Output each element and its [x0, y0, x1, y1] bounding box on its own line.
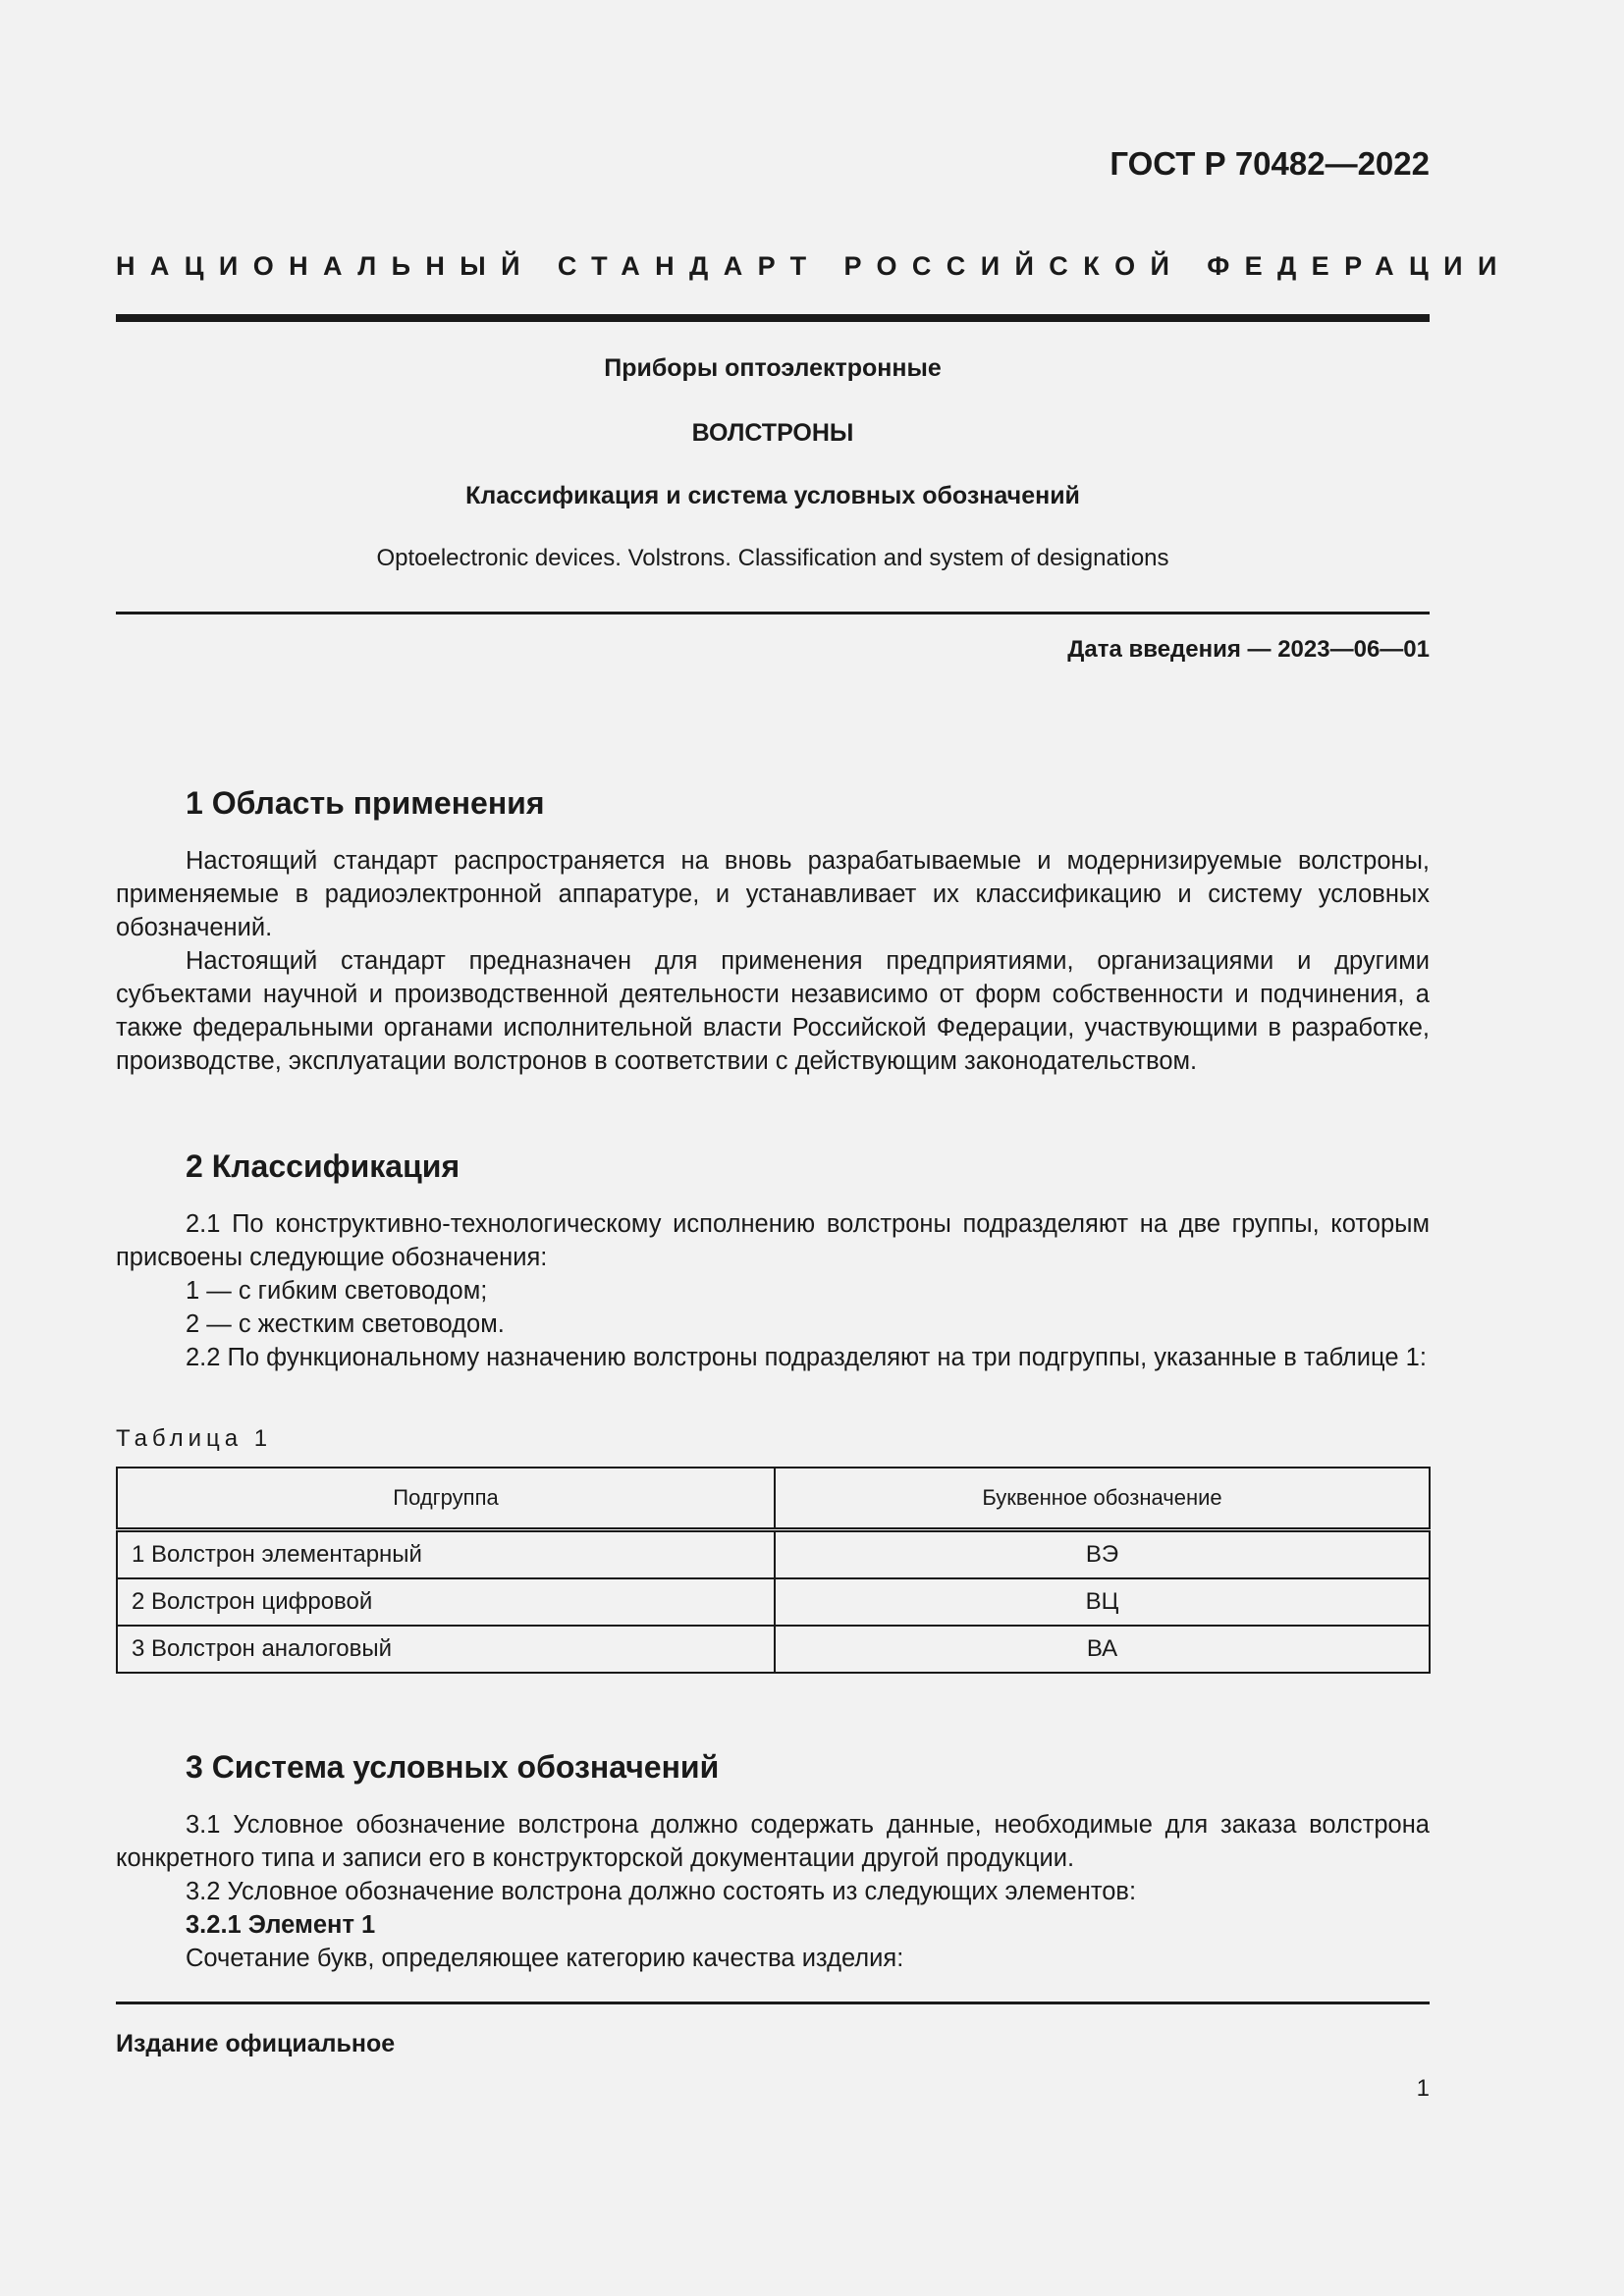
page-number: 1	[1416, 2075, 1430, 2102]
group-item-2: 2 — с жестким световодом.	[186, 1310, 505, 1338]
section-2-heading: 2 Классификация	[186, 1148, 460, 1184]
subgroup-cell: 2 Волстрон цифровой	[117, 1578, 775, 1626]
designation-cell: ВА	[775, 1626, 1430, 1673]
paragraph-2-2: 2.2 По функциональному назначению волстроны подразделяют на три подгруппы, указанные в таблице 1:	[186, 1344, 1427, 1371]
table-row	[117, 1530, 1430, 1579]
designation-cell: ВЦ	[775, 1578, 1430, 1626]
paragraph-3-2-1-heading: 3.2.1 Элемент 1	[186, 1911, 376, 1939]
paragraph-3-2-1-text: Сочетание букв, определяющее категорию качества изделия:	[186, 1945, 904, 1972]
subgroup-cell: 3 Волстрон аналоговый	[117, 1626, 775, 1673]
standard-number: ГОСТ Р 70482—2022	[1110, 145, 1430, 182]
thick-divider	[116, 314, 1430, 322]
column-header-designation: Буквенное обозначение	[775, 1468, 1430, 1530]
introduction-date: Дата введения — 2023—06—01	[1067, 636, 1430, 663]
table-row	[117, 1578, 1430, 1626]
section-3-heading: 3 Система условных обозначений	[186, 1749, 720, 1785]
paragraph-3-1: 3.1 Условное обозначение волстрона должно содержать данные, необходимые для заказа волстрона конкретного типа и записи его в конструкторской документации другой продукции.	[116, 1811, 1430, 1872]
subgroup-cell: 1 Волстрон элементарный	[117, 1530, 775, 1579]
title-line-1: Приборы оптоэлектронные	[604, 354, 942, 382]
section-1-paragraph-1: Настоящий стандарт распространяется на вновь разрабатываемые и модернизируемые волстроны, применяемые в радиоэлектронной аппаратуре, и устанавливает их классификацию и систему условных обозначений.	[116, 847, 1430, 941]
column-header-subgroup: Подгруппа	[117, 1468, 775, 1530]
footer-divider	[116, 2002, 1430, 2004]
paragraph-3-2: 3.2 Условное обозначение волстрона должно состоять из следующих элементов:	[186, 1878, 1137, 1905]
group-item-1: 1 — с гибким световодом;	[186, 1277, 488, 1305]
paragraph-2-1: 2.1 По конструктивно-технологическому исполнению волстроны подразделяют на две группы, которым присвоены следующие обозначения:	[116, 1210, 1430, 1271]
table-row	[117, 1626, 1430, 1673]
title-line-3: Классификация и система условных обозначений	[465, 482, 1080, 509]
table-caption: Таблица 1	[116, 1425, 273, 1452]
national-standard-title: НАЦИОНАЛЬНЫЙ СТАНДАРТ РОССИЙСКОЙ ФЕДЕРАЦИИ	[116, 251, 1512, 281]
title-divider	[116, 612, 1430, 614]
subgroup-table	[116, 1467, 1431, 1674]
section-1-paragraph-2: Настоящий стандарт предназначен для применения предприятиями, организациями и другими субъектами научной и производственной деятельности независимо от форм собственности и подчинения, а также федеральными органами исполнительной власти Российской Федерации, участвующими в разработке, производстве, эксплуатации волстронов в соответствии с действующим законодательством.	[116, 947, 1430, 1075]
designation-cell: ВЭ	[775, 1530, 1430, 1579]
section-1-heading: 1 Область применения	[186, 785, 545, 821]
official-edition-label: Издание официальное	[116, 2030, 396, 2057]
title-line-2: ВОЛСТРОНЫ	[691, 419, 854, 447]
english-title: Optoelectronic devices. Volstrons. Classification and system of designations	[376, 545, 1169, 571]
